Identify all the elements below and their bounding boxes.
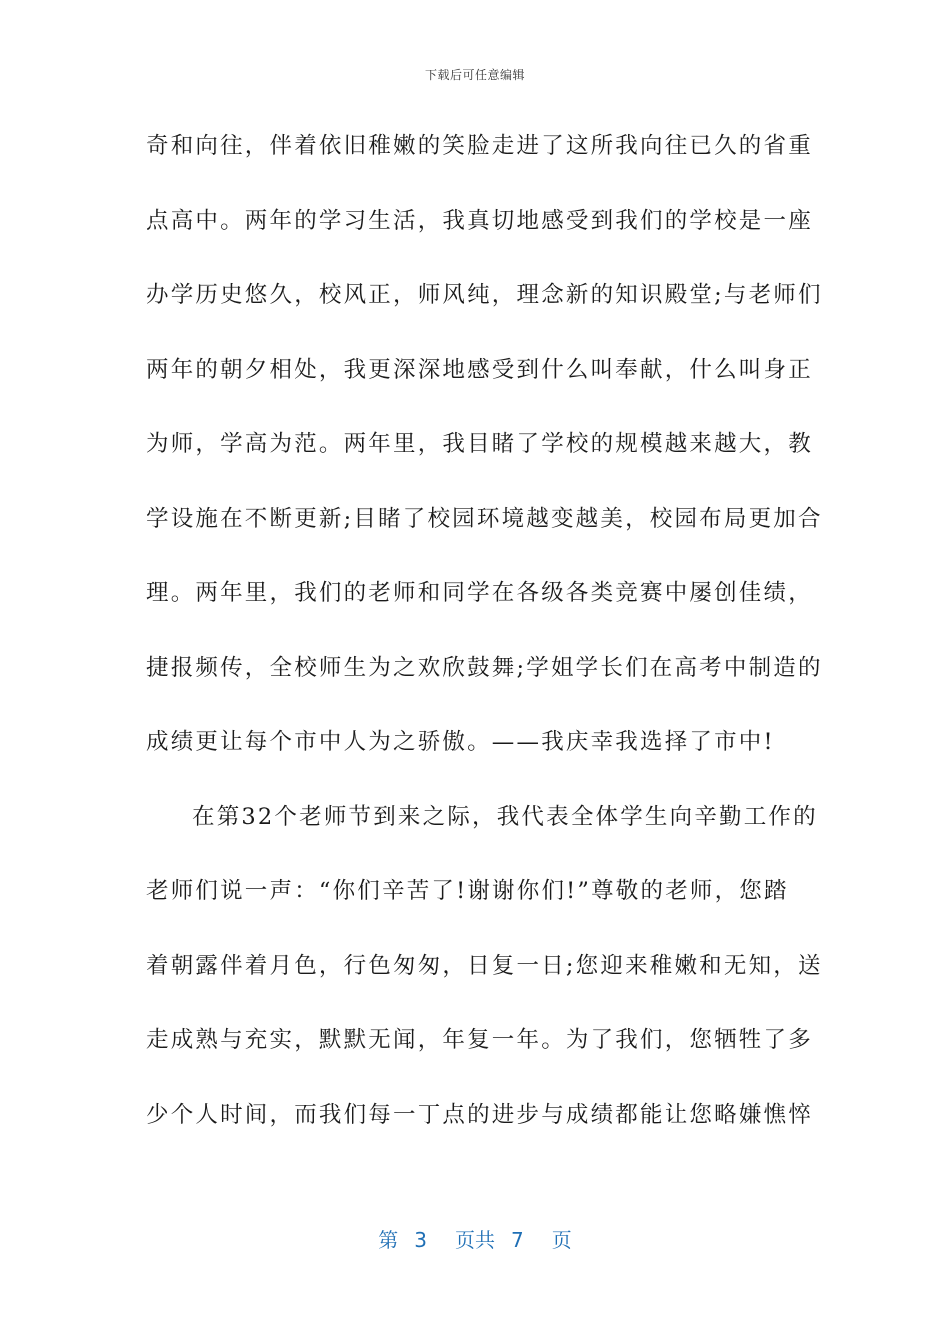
header-note: 下载后可任意编辑 xyxy=(424,68,525,82)
text-line-paragraph-start: 在第32个老师节到来之际，我代表全体学生向辛勤工作的 xyxy=(192,803,818,830)
page-prefix: 第 xyxy=(378,1228,399,1252)
text-line: 为师，学高为范。两年里，我目睹了学校的规模越来越大，教 xyxy=(146,431,813,457)
document-body xyxy=(146,120,823,1163)
text-line: 老师们说一声：“你们辛苦了!谢谢你们!”尊敬的老师，您踏 xyxy=(146,878,789,904)
current-page-number: 3 xyxy=(414,1228,427,1252)
page-number-footer xyxy=(0,1224,950,1253)
text-line: 点高中。两年的学习生活，我真切地感受到我们的学校是一座 xyxy=(146,207,813,234)
text-line: 捷报频传，全校师生为之欢欣鼓舞;学姐学长们在高考中制造的 xyxy=(146,654,823,681)
text-line: 理。两年里，我们的老师和同学在各级各类竞赛中屡创佳绩， xyxy=(146,580,813,606)
text-line: 奇和向往，伴着依旧稚嫩的笑脸走进了这所我向往已久的省重 xyxy=(146,133,813,159)
text-line: 成绩更让每个市中人为之骄傲。——我庆幸我选择了市中! xyxy=(146,729,775,755)
page-suffix: 页 xyxy=(551,1228,572,1252)
text-line: 少个人时间，而我们每一丁点的进步与成绩都能让您略嫌憔悴 xyxy=(146,1101,813,1128)
text-line: 学设施在不断更新;目睹了校园环境越变越美，校园布局更加合 xyxy=(146,505,823,532)
text-line: 两年的朝夕相处，我更深深地感受到什么叫奉献，什么叫身正 xyxy=(146,356,813,383)
total-pages-number: 7 xyxy=(511,1228,524,1252)
text-line: 办学历史悠久，校风正，师风纯，理念新的知识殿堂;与老师们 xyxy=(146,282,823,308)
text-line: 走成熟与充实，默默无闻，年复一年。为了我们，您牺牲了多 xyxy=(146,1027,813,1053)
page-mid: 页共 xyxy=(455,1228,495,1252)
text-line: 着朝露伴着月色，行色匆匆，日复一日;您迎来稚嫩和无知，送 xyxy=(146,952,823,979)
